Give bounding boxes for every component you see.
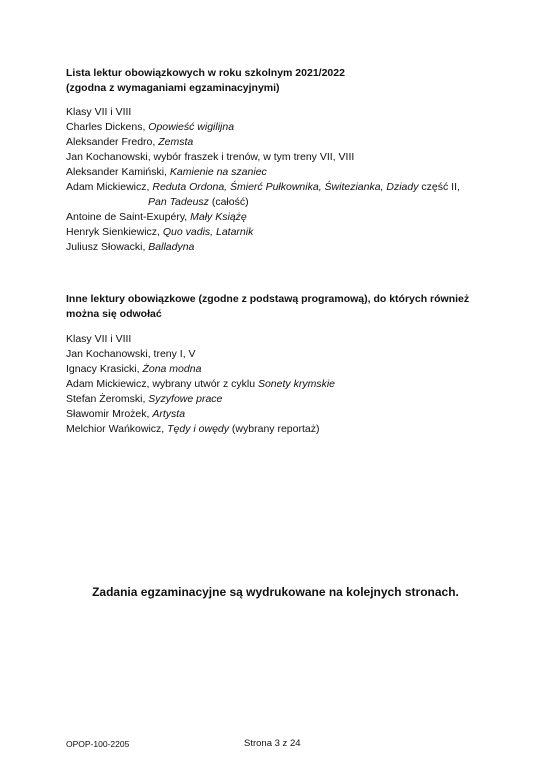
list-item: Adam Mickiewicz, Reduta Ordona, Śmierć Pułkownika, Świtezianka, Dziady część II, [66,181,460,193]
document-code: OPOP-100-2205 [66,739,130,749]
section1-list [66,105,460,255]
section2-class-label: Klasy VII i VIII [66,333,132,345]
page-number: Strona 3 z 24 [244,738,301,749]
list-item: Adam Mickiewicz, wybrany utwór z cyklu Sonety krymskie [66,378,335,390]
list-item: Juliusz Słowacki, Balladyna [66,241,195,253]
section1-class-label: Klasy VII i VIII [66,106,132,118]
section2-list [66,332,335,437]
section1-heading [66,66,345,96]
list-item: Stefan Żeromski, Syzyfowe prace [66,393,223,405]
list-item: Sławomir Mrożek, Artysta [66,408,186,420]
list-item: Antoine de Saint-Exupéry, Mały Książę [66,211,247,223]
list-item: Jan Kochanowski, treny I, V [66,348,196,360]
exam-notice: Zadania egzaminacyjne są wydrukowane na kolejnych stronach. [92,585,459,599]
section2-heading [66,292,469,322]
section1-title-line1: Lista lektur obowiązkowych w roku szkolnym 2021/2022 [66,67,345,79]
list-item: Ignacy Krasicki, Żona modna [66,363,202,375]
section2-title-line2: można się odwołać [66,308,162,320]
section2-title-line1: Inne lektury obowiązkowe (zgodne z podstawą programową), do których również [66,293,470,305]
list-item: Aleksander Kamiński, Kamienie na szaniec [66,166,267,178]
list-item: Charles Dickens, Opowieść wigilijna [66,121,235,133]
list-item: Henryk Sienkiewicz, Quo vadis, Latarnik [66,226,254,238]
list-item: Aleksander Fredro, Zemsta [66,136,194,148]
list-item: Pan Tadeusz (całość) [148,196,249,208]
list-item: Melchior Wańkowicz, Tędy i owędy (wybrany reportaż) [66,423,320,435]
list-item: Jan Kochanowski, wybór fraszek i trenów, w tym treny VII, VIII [66,151,355,163]
section1-title-line2: (zgodna z wymaganiami egzaminacyjnymi) [66,82,280,94]
